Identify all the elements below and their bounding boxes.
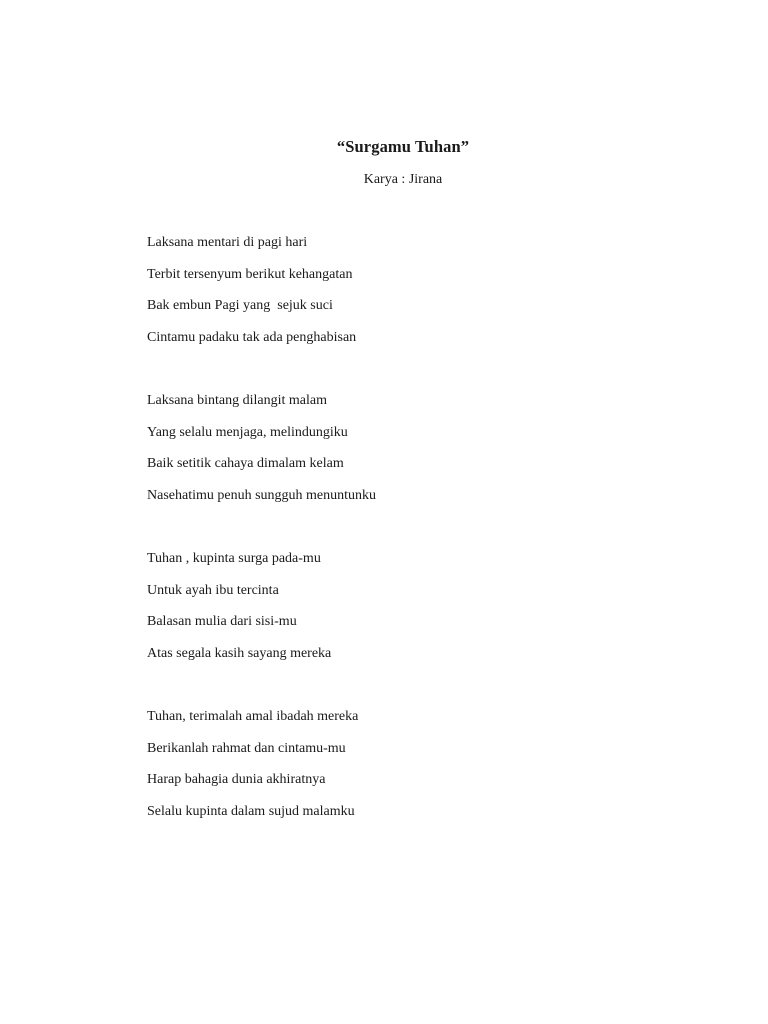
poem-line: Cintamu padaku tak ada penghabisan: [147, 329, 357, 345]
poem-line: Yang selalu menjaga, melindungiku: [147, 424, 348, 440]
poem-line: Selalu kupinta dalam sujud malamku: [147, 803, 355, 819]
poem-line: Nasehatimu penuh sungguh menuntunku: [147, 487, 377, 503]
poem-body: [147, 233, 707, 865]
stanza-4: [147, 707, 707, 833]
poem-line: Bak embun Pagi yang sejuk suci: [147, 298, 333, 313]
poem-line: Baik setitik cahaya dimalam kelam: [147, 456, 344, 471]
poem-line: Laksana bintang dilangit malam: [147, 393, 328, 408]
poem-title: “Surgamu Tuhan”: [336, 137, 470, 156]
poem-line: Atas segala kasih sayang mereka: [147, 645, 332, 661]
poem-line: Tuhan , kupinta surga pada-mu: [147, 551, 321, 566]
poem-line: Untuk ayah ibu tercinta: [147, 582, 279, 598]
stanza-3: [147, 549, 707, 675]
poem-line: Balasan mulia dari sisi-mu: [147, 614, 297, 629]
stanza-2: [147, 391, 707, 517]
stanza-1: [147, 233, 707, 359]
poem-line: Laksana mentari di pagi hari: [147, 235, 308, 250]
poem-line: Harap bahagia dunia akhiratnya: [147, 772, 326, 787]
poem-line: Tuhan, terimalah amal ibadah mereka: [147, 709, 359, 724]
poem-line: Berikanlah rahmat dan cintamu-mu: [147, 740, 346, 756]
poem-line: Terbit tersenyum berikut kehangatan: [147, 266, 353, 282]
poem-author: Karya : Jirana: [363, 172, 443, 187]
